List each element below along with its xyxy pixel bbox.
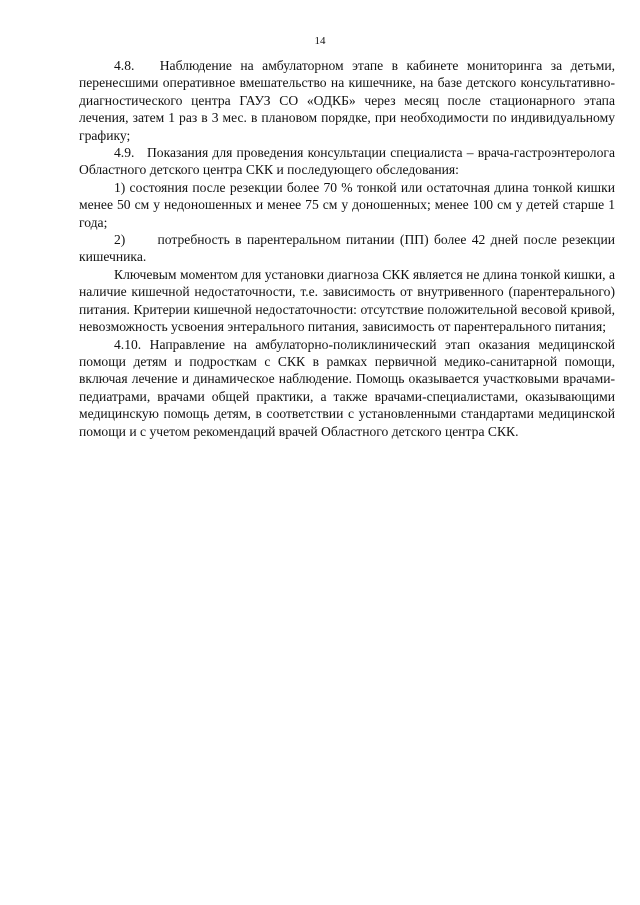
- paragraph-4-9: 4.9. Показания для проведения консультации специалиста – врача-гастроэнтеролога Областного детского центра СКК и последующего обследования:: [79, 145, 615, 178]
- list-item-1: 1) состояния после резекции более 70 % тонкой или остаточная длина тонкой кишки менее 50 см у недоношенных и менее 75 см у доношенных; менее 100 см у детей старше 1 года;: [79, 179, 615, 230]
- document-body: [79, 57, 615, 440]
- page-number: 14: [314, 35, 326, 47]
- list-item-2: 2) потребность в парентеральном питании (ПП) более 42 дней после резекции кишечника.: [79, 232, 615, 265]
- paragraph-4-8: 4.8. Наблюдение на амбулаторном этапе в кабинете мониторинга за детьми, перенесшими оперативное вмешательство на кишечнике, на базе детского консультативно-диагностического центра ГАУЗ СО «ОДКБ» через месяц после стационарного этапа лечения, затем 1 раз в 3 мес. в плановом порядке, при необходимости по индивидуальному графику;: [79, 58, 615, 143]
- paragraph-4-10: 4.10. Направление на амбулаторно-поликлинический этап оказания медицинской помощи детям и подросткам с СКК в рамках первичной медико-санитарной помощи, включая лечение и динамическое наблюдение. Помощь оказывается участковыми врачами-педиатрами, врачами общей практики, а также врачами-специалистами, оказывающими медицинскую помощь детям, в соответствии с установленными стандартами медицинской помощи и с учетом рекомендаций врачей Областного детского центра СКК.: [79, 336, 615, 439]
- paragraph-key-moment: Ключевым моментом для установки диагноза СКК является не длина тонкой кишки, а наличие кишечной недостаточности, т.е. зависимость от внутривенного (парентерального) питания. Критерии кишечной недостаточности: отсутствие положительной весовой кривой, невозможность усвоения энтерального питания, зависимость от парентерального питания;: [79, 266, 615, 335]
